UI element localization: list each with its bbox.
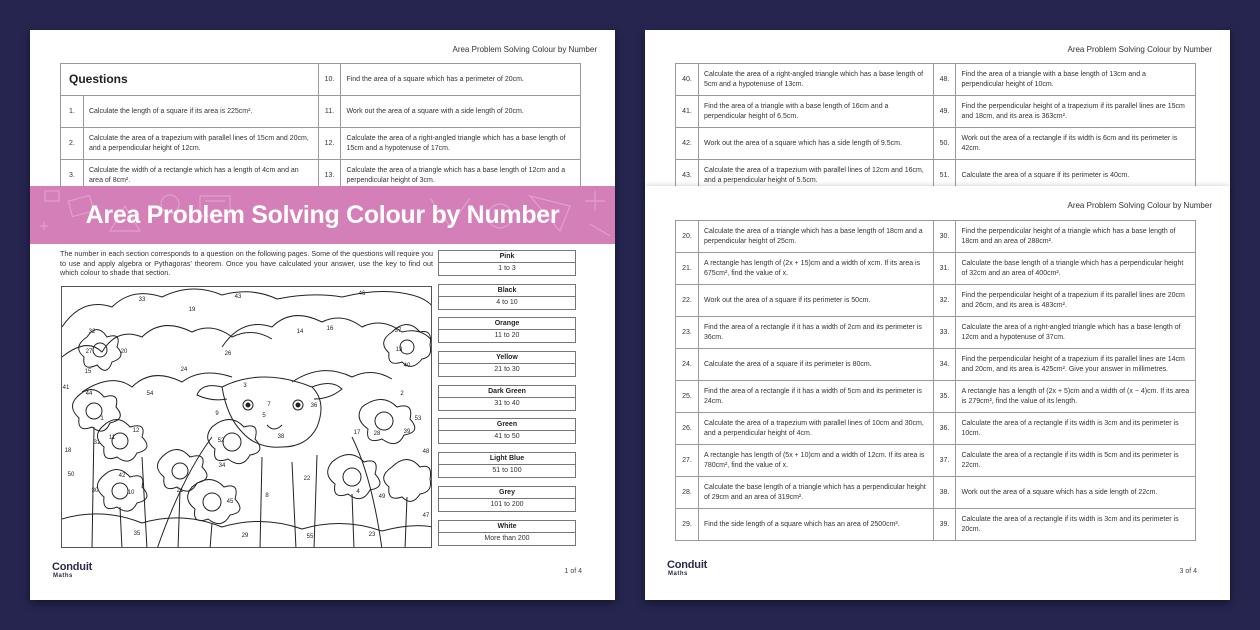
region-number: 5 — [262, 413, 266, 419]
region-number: 10 — [127, 490, 135, 496]
key-number-range: 101 to 200 — [438, 499, 576, 512]
region-number: 29 — [241, 533, 249, 539]
region-number: 1 — [100, 416, 104, 422]
table-row — [676, 349, 1196, 381]
question-text: Calculate the area of a right-angled triangle which has a base length of 12cm and a hypotenuse of 37cm. — [956, 317, 1196, 349]
key-number-range: 4 to 10 — [438, 297, 576, 310]
key-number-range: 31 to 40 — [438, 398, 576, 411]
page-header-title: Area Problem Solving Colour by Number — [1067, 201, 1212, 210]
region-number: 14 — [296, 329, 304, 335]
logo-wordmark: Conduit — [667, 559, 708, 571]
key-item — [438, 317, 576, 348]
question-text: Work out the area of a square which has a side length of 22cm. — [956, 477, 1196, 509]
question-number: 13. — [318, 160, 341, 192]
question-number: 21. — [676, 253, 699, 285]
conduit-maths-logo — [52, 561, 92, 579]
question-text: Work out the area of a rectangle if its width is 6cm and its perimeter is 42cm. — [956, 128, 1196, 160]
question-text: Find the area of a triangle with a base length of 16cm and a perpendicular height of 6.5cm. — [698, 96, 933, 128]
question-number: 36. — [933, 413, 956, 445]
region-number: 33 — [138, 297, 146, 303]
question-text: Calculate the area of a triangle which has a base length of 12cm and a perpendicular height of 3cm. — [341, 160, 581, 192]
question-text: Calculate the area of a rectangle if its width is 5cm and its perimeter is 22cm. — [956, 445, 1196, 477]
question-text: Find the perpendicular height of a trapezium if its parallel lines are 20cm and 26cm, and its area is 483cm². — [956, 285, 1196, 317]
region-number: 34 — [218, 463, 226, 469]
worksheet-page-2 — [645, 30, 1230, 190]
question-number: 43. — [676, 160, 699, 192]
key-number-range: More than 200 — [438, 533, 576, 546]
question-text: Calculate the area of a right-angled triangle which has a base length of 15cm and a hypotenuse of 17cm. — [341, 128, 581, 160]
question-number: 25. — [676, 381, 699, 413]
question-text: Work out the area of a square if its perimeter is 50cm. — [698, 285, 933, 317]
region-number: 40 — [403, 363, 411, 369]
question-text: Calculate the base length of a triangle which has a perpendicular height of 29cm and an area of 319cm². — [698, 477, 933, 509]
key-colour-name: Pink — [438, 250, 576, 263]
question-number: 32. — [933, 285, 956, 317]
logo-subtitle: Maths — [668, 571, 688, 577]
question-text: Find the side length of a square which has an area of 2500cm². — [698, 509, 933, 541]
question-number: 37. — [933, 445, 956, 477]
question-number: 24. — [676, 349, 699, 381]
title-banner — [30, 186, 615, 244]
region-number: 36 — [310, 403, 318, 409]
region-number: 39 — [403, 429, 411, 435]
question-number: 1. — [61, 96, 84, 128]
region-number: 50 — [67, 472, 75, 478]
region-number: 43 — [234, 294, 242, 300]
question-number: 22. — [676, 285, 699, 317]
region-number: 12 — [132, 428, 140, 434]
region-number: 37 — [394, 328, 402, 334]
region-number: 3 — [243, 383, 247, 389]
question-number: 51. — [933, 160, 956, 192]
questions-table — [60, 63, 581, 192]
question-number: 49. — [933, 96, 956, 128]
question-text: Find the area of a triangle with a base length of 13cm and a perpendicular height of 10cm. — [956, 64, 1196, 96]
key-colour-name: Orange — [438, 317, 576, 330]
region-number: 26 — [224, 351, 232, 357]
question-number: 48. — [933, 64, 956, 96]
region-number: 48 — [422, 449, 430, 455]
question-text: Calculate the area of a trapezium with parallel lines of 15cm and 20cm, and a perpendicular height of 12cm. — [83, 128, 318, 160]
question-text: Calculate the area of a right-angled triangle which has a base length of 5cm and a hypotenuse of 13cm. — [698, 64, 933, 96]
region-number: 19 — [188, 307, 196, 313]
region-number: 38 — [277, 434, 285, 440]
question-text: Find the area of a rectangle if it has a width of 5cm and its perimeter is 24cm. — [698, 381, 933, 413]
region-number: 18 — [64, 448, 72, 454]
key-number-range: 21 to 30 — [438, 364, 576, 377]
region-number: 15 — [84, 369, 92, 375]
question-text: Calculate the area of a square if its perimeter is 80cm. — [698, 349, 933, 381]
question-text: Calculate the base length of a triangle which has a perpendicular height of 32cm and an area of 400cm². — [956, 253, 1196, 285]
region-number: 16 — [326, 326, 334, 332]
question-text: Work out the area of a square with a side length of 20cm. — [341, 96, 581, 128]
region-number: 4 — [356, 489, 360, 495]
question-number: 38. — [933, 477, 956, 509]
question-number: 33. — [933, 317, 956, 349]
question-text: Work out the area of a square which has a side length of 9.5cm. — [698, 128, 933, 160]
table-row — [676, 64, 1196, 96]
colour-by-number-picture — [61, 286, 432, 548]
question-number: 30. — [933, 221, 956, 253]
question-number: 27. — [676, 445, 699, 477]
key-item — [438, 452, 576, 483]
question-text: Calculate the area of a trapezium with parallel lines of 12cm and 16cm, and a perpendicular height of 5.5cm. — [698, 160, 933, 192]
questions-title: Questions — [61, 64, 319, 96]
lamb-daffodil-outline — [62, 287, 432, 548]
question-text: A rectangle has length of (5x + 10)cm and a width of 12cm. If its area is 780cm², find the value of x. — [698, 445, 933, 477]
key-item — [438, 250, 576, 281]
question-number: 2. — [61, 128, 84, 160]
region-number: 54 — [146, 391, 154, 397]
key-item — [438, 284, 576, 315]
region-number: 13 — [395, 347, 403, 353]
region-number: 49 — [378, 494, 386, 500]
region-number: 31 — [93, 440, 101, 446]
page-number: 3 of 4 — [1179, 568, 1197, 575]
region-number: 8 — [265, 493, 269, 499]
logo-subtitle: Maths — [53, 573, 73, 579]
question-number: 34. — [933, 349, 956, 381]
table-row — [676, 381, 1196, 413]
page-header-title: Area Problem Solving Colour by Number — [1067, 45, 1212, 54]
table-row — [61, 96, 581, 128]
region-number: 52 — [217, 438, 225, 444]
question-text: Find the area of a square which has a perimeter of 20cm. — [341, 64, 581, 96]
key-number-range: 1 to 3 — [438, 263, 576, 276]
questions-table — [675, 63, 1196, 192]
question-number: 23. — [676, 317, 699, 349]
table-row — [676, 285, 1196, 317]
region-number: 32 — [88, 329, 96, 335]
key-colour-name: Green — [438, 418, 576, 431]
region-number: 44 — [85, 391, 93, 397]
table-row — [676, 128, 1196, 160]
region-number: 17 — [353, 430, 361, 436]
question-text: Find the perpendicular height of a trapezium if its parallel lines are 14cm and 20cm, and its area is 425cm². Give your answer in millimetres. — [956, 349, 1196, 381]
region-number: 30 — [91, 488, 99, 494]
region-number: 47 — [422, 513, 430, 519]
key-colour-name: Grey — [438, 486, 576, 499]
key-colour-name: White — [438, 520, 576, 533]
region-number: 27 — [85, 349, 93, 355]
region-number: 2 — [400, 391, 404, 397]
colour-key — [438, 250, 576, 553]
key-item — [438, 351, 576, 382]
key-number-range: 41 to 50 — [438, 431, 576, 444]
table-row — [676, 445, 1196, 477]
instructions-text: The number in each section corresponds to a question on the following pages. Some of the questions will require you to use and apply algebra or Pythagoras' theorem. Once you have calculated your answer, use the key to find out which colour to shade that section. — [60, 249, 433, 278]
region-number: 22 — [303, 476, 311, 482]
question-text: Calculate the area of a trapezium with parallel lines of 10cm and 30cm, and a perpendicular height of 4cm. — [698, 413, 933, 445]
key-number-range: 11 to 20 — [438, 330, 576, 343]
question-number: 50. — [933, 128, 956, 160]
key-number-range: 51 to 100 — [438, 465, 576, 478]
question-text: Calculate the area of a square if its perimeter is 40cm. — [956, 160, 1196, 192]
table-row — [676, 477, 1196, 509]
questions-table — [675, 220, 1196, 541]
key-item — [438, 486, 576, 517]
region-number: 41 — [62, 385, 70, 391]
key-item — [438, 418, 576, 449]
question-number: 42. — [676, 128, 699, 160]
question-number: 28. — [676, 477, 699, 509]
region-number: 28 — [373, 431, 381, 437]
key-colour-name: Light Blue — [438, 452, 576, 465]
region-number: 46 — [358, 291, 366, 297]
question-text: A rectangle has length of (2x + 15)cm and a width of xcm. If its area is 675cm², find the value of x. — [698, 253, 933, 285]
region-number: 23 — [368, 532, 376, 538]
question-number: 26. — [676, 413, 699, 445]
question-number: 11. — [318, 96, 341, 128]
question-number: 10. — [318, 64, 341, 96]
region-number: 24 — [180, 367, 188, 373]
question-text: Calculate the area of a triangle which has a base length of 18cm and a perpendicular height of 25cm. — [698, 221, 933, 253]
question-text: Calculate the length of a square if its area is 225cm². — [83, 96, 318, 128]
conduit-maths-logo — [667, 559, 707, 577]
key-item — [438, 385, 576, 416]
region-number: 21 — [176, 488, 184, 494]
worksheet-page-1 — [30, 30, 615, 600]
table-row — [676, 253, 1196, 285]
question-number: 3. — [61, 160, 84, 192]
table-row — [676, 509, 1196, 541]
key-colour-name: Yellow — [438, 351, 576, 364]
key-item — [438, 520, 576, 551]
page-header-title: Area Problem Solving Colour by Number — [452, 45, 597, 54]
region-number: 20 — [120, 349, 128, 355]
question-text: Calculate the area of a rectangle if its width is 3cm and its perimeter is 10cm. — [956, 413, 1196, 445]
question-text: Find the perpendicular height of a triangle which has a base length of 18cm and an area of 288cm². — [956, 221, 1196, 253]
region-number: 42 — [118, 473, 126, 479]
page-number: 1 of 4 — [564, 568, 582, 575]
key-colour-name: Dark Green — [438, 385, 576, 398]
region-number: 7 — [267, 402, 271, 408]
region-number: 11 — [108, 435, 116, 441]
table-row — [676, 221, 1196, 253]
banner-title: Area Problem Solving Colour by Number — [85, 201, 560, 229]
question-number: 12. — [318, 128, 341, 160]
question-number: 35. — [933, 381, 956, 413]
region-number: 9 — [215, 411, 219, 417]
region-number: 55 — [306, 534, 314, 540]
question-text: Find the perpendicular height of a trapezium if its parallel lines are 15cm and 18cm, and its area is 363cm². — [956, 96, 1196, 128]
question-text: A rectangle has a length of (2x + 5)cm and a width of (x − 4)cm. If its area is 279cm², find the value of its length. — [956, 381, 1196, 413]
question-number: 40. — [676, 64, 699, 96]
table-row — [676, 96, 1196, 128]
question-number: 20. — [676, 221, 699, 253]
region-number: 53 — [414, 416, 422, 422]
question-text: Find the area of a rectangle if it has a width of 2cm and its perimeter is 36cm. — [698, 317, 933, 349]
region-number: 35 — [133, 531, 141, 537]
worksheet-page-3 — [645, 186, 1230, 600]
logo-wordmark: Conduit — [52, 561, 93, 573]
region-number: 45 — [226, 499, 234, 505]
question-text: Calculate the width of a rectangle which has a length of 4cm and an area of 8cm². — [83, 160, 318, 192]
question-number: 31. — [933, 253, 956, 285]
question-text: Calculate the area of a rectangle if its width is 3cm and its perimeter is 20cm. — [956, 509, 1196, 541]
question-number: 29. — [676, 509, 699, 541]
question-number: 39. — [933, 509, 956, 541]
key-colour-name: Black — [438, 284, 576, 297]
table-row — [61, 128, 581, 160]
table-row — [676, 413, 1196, 445]
question-number: 41. — [676, 96, 699, 128]
table-row — [676, 317, 1196, 349]
